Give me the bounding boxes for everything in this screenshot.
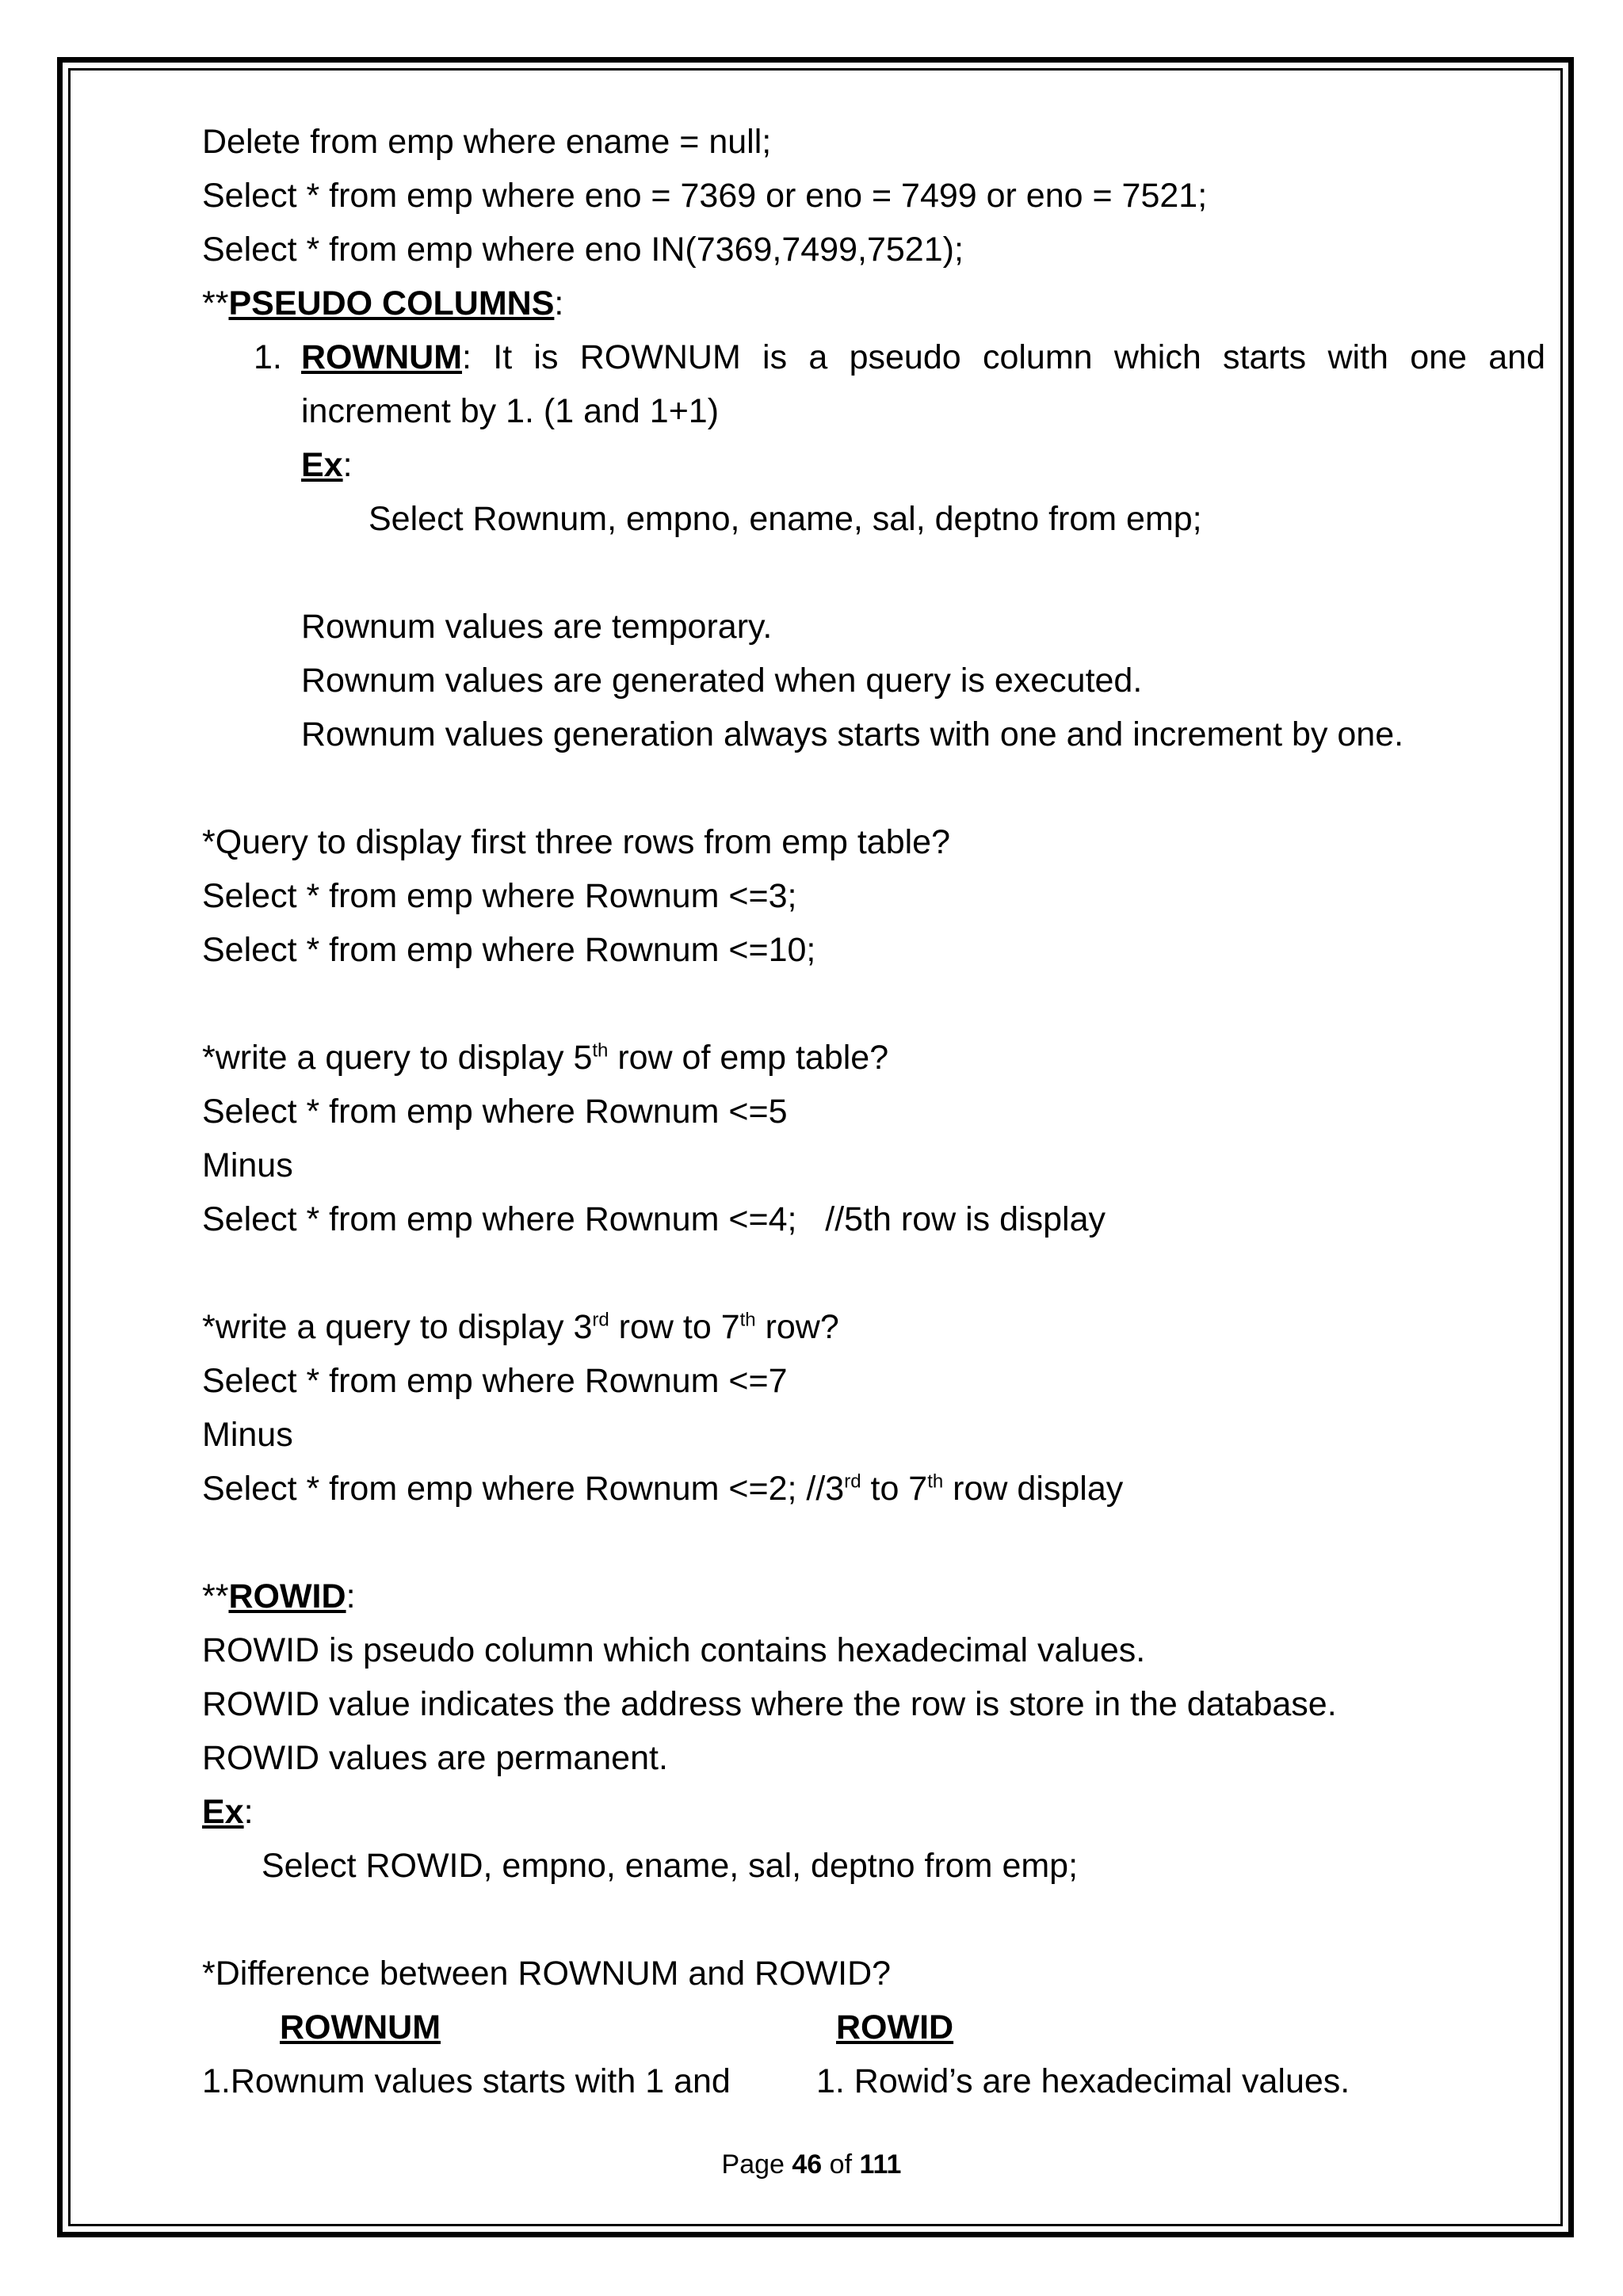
page-footer: Page 46 of 111 [721, 2149, 902, 2180]
code-line: Select * from emp where Rownum <=2; //3rd to 7th row display [202, 1470, 1124, 1508]
rowid-heading: **ROWID: [202, 1577, 356, 1615]
text-line: Select * from emp where eno = 7369 or eno = 7499 or eno = 7521; [202, 177, 1208, 215]
comparison-row [202, 2054, 1549, 2108]
code-line: Minus [202, 1416, 293, 1454]
page-number: 46 [792, 2149, 823, 2180]
question-line: *write a query to display 3rd row to 7th row? [202, 1308, 839, 1346]
page-total: 111 [859, 2149, 902, 2180]
rownum-definition: 1. ROWNUM: It is ROWNUM is a pseudo column which starts with one and [254, 338, 1545, 376]
example-label: Ex: [202, 1793, 254, 1831]
comparison-header [202, 2000, 1549, 2054]
code-line: Select Rownum, empno, ename, sal, deptno from emp; [369, 500, 1202, 538]
text-line: Rownum values are temporary. [301, 608, 773, 646]
column-header-rownum: ROWNUM [280, 2008, 441, 2046]
pseudo-columns-heading: **PSEUDO COLUMNS: [202, 284, 564, 322]
text-line: Select * from emp where eno IN(7369,7499,7521); [202, 231, 964, 269]
code-line: Select * from emp where Rownum <=4; //5th row is display [202, 1200, 1106, 1238]
code-line: Select * from emp where Rownum <=7 [202, 1362, 788, 1400]
code-line: Select * from emp where Rownum <=5 [202, 1093, 788, 1131]
code-line: Select * from emp where Rownum <=3; [202, 877, 797, 915]
comparison-cell: 1.Rownum values starts with 1 and [202, 2062, 731, 2100]
text-line: Delete from emp where ename = null; [202, 123, 772, 161]
text-line: ROWID value indicates the address where the row is store in the database. [202, 1685, 1337, 1723]
code-line: Select ROWID, empno, ename, sal, deptno from emp; [262, 1847, 1079, 1885]
question-line: *write a query to display 5th row of emp table? [202, 1039, 889, 1077]
page-content [202, 115, 1549, 2108]
text-line: ROWID is pseudo column which contains hexadecimal values. [202, 1631, 1146, 1669]
code-line: Select * from emp where Rownum <=10; [202, 931, 816, 969]
comparison-cell: 1. Rowid’s are hexadecimal values. [816, 2062, 1350, 2100]
text-line: Rownum values generation always starts with one and increment by one. [301, 715, 1404, 753]
question-line: *Query to display first three rows from emp table? [202, 823, 950, 861]
text-line: Rownum values are generated when query is executed. [301, 662, 1143, 700]
column-header-rowid: ROWID [836, 2008, 954, 2046]
example-label: Ex: [301, 446, 353, 484]
text-line: increment by 1. (1 and 1+1) [301, 392, 720, 430]
question-line: *Difference between ROWNUM and ROWID? [202, 1955, 892, 1993]
code-line: Minus [202, 1146, 293, 1184]
text-line: ROWID values are permanent. [202, 1739, 668, 1777]
